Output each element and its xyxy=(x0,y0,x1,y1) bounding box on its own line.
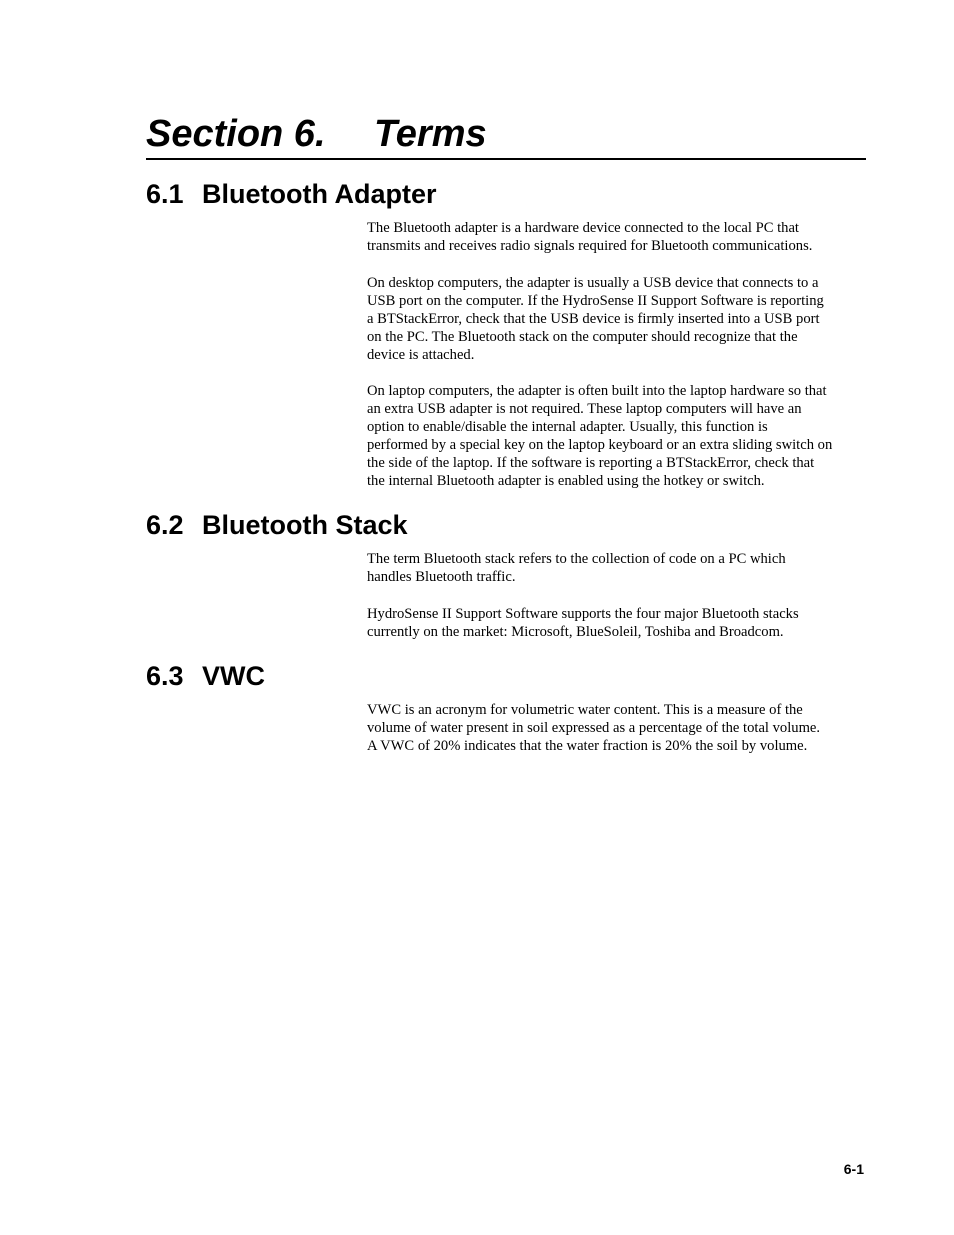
text-line: A VWC of 20% indicates that the water fraction is 20% the soil by volume. xyxy=(367,738,808,754)
subsection-number: 6.2 xyxy=(146,510,184,540)
text-line: HydroSense II Support Software supports the four major Bluetooth stacks xyxy=(367,606,799,622)
subsection-number: 6.3 xyxy=(146,661,184,691)
subsection-heading-bluetooth-stack xyxy=(146,509,408,541)
subsection-heading-bluetooth-adapter xyxy=(146,178,436,210)
text-line: The term Bluetooth stack refers to the collection of code on a PC which xyxy=(367,551,786,567)
subsection-title: VWC xyxy=(202,661,265,691)
subsection-title: Bluetooth Stack xyxy=(202,510,408,540)
subsection-title: Bluetooth Adapter xyxy=(202,179,437,209)
text-line: the internal Bluetooth adapter is enabled using the hotkey or switch. xyxy=(367,473,765,489)
paragraph xyxy=(367,219,867,255)
section-title xyxy=(146,112,866,160)
text-line: on the PC. The Bluetooth stack on the computer should recognize that the xyxy=(367,329,798,345)
text-line: VWC is an acronym for volumetric water content. This is a measure of the xyxy=(367,702,803,718)
text-line: handles Bluetooth traffic. xyxy=(367,569,516,585)
text-line: volume of water present in soil expressed as a percentage of the total volume. xyxy=(367,720,821,736)
section-name: Terms xyxy=(374,113,487,155)
text-line: performed by a special key on the laptop keyboard or an extra sliding switch on xyxy=(367,437,833,453)
text-line: an extra USB adapter is not required. These laptop computers will have an xyxy=(367,401,802,417)
text-line: The Bluetooth adapter is a hardware device connected to the local PC that xyxy=(367,220,799,236)
text-line: currently on the market: Microsoft, BlueSoleil, Toshiba and Broadcom. xyxy=(367,624,784,640)
text-line: option to enable/disable the internal adapter. Usually, this function is xyxy=(367,419,768,435)
paragraph xyxy=(367,382,867,490)
section-number: Section 6. xyxy=(146,113,326,155)
text-line: On laptop computers, the adapter is often built into the laptop hardware so that xyxy=(367,383,827,399)
paragraph xyxy=(367,550,867,586)
text-line: USB port on the computer. If the HydroSense II Support Software is reporting xyxy=(367,293,824,309)
text-line: On desktop computers, the adapter is usually a USB device that connects to a xyxy=(367,275,819,291)
text-line: device is attached. xyxy=(367,347,475,363)
text-line: a BTStackError, check that the USB device is firmly inserted into a USB port xyxy=(367,311,820,327)
page-number: 6-1 xyxy=(843,1161,864,1177)
subsection-heading-vwc xyxy=(146,660,265,692)
text-line: the side of the laptop. If the software is reporting a BTStackError, check that xyxy=(367,455,815,471)
paragraph xyxy=(367,274,867,364)
text-line: transmits and receives radio signals required for Bluetooth communications. xyxy=(367,238,813,254)
paragraph xyxy=(367,605,867,641)
paragraph xyxy=(367,701,867,755)
subsection-number: 6.1 xyxy=(146,179,184,209)
